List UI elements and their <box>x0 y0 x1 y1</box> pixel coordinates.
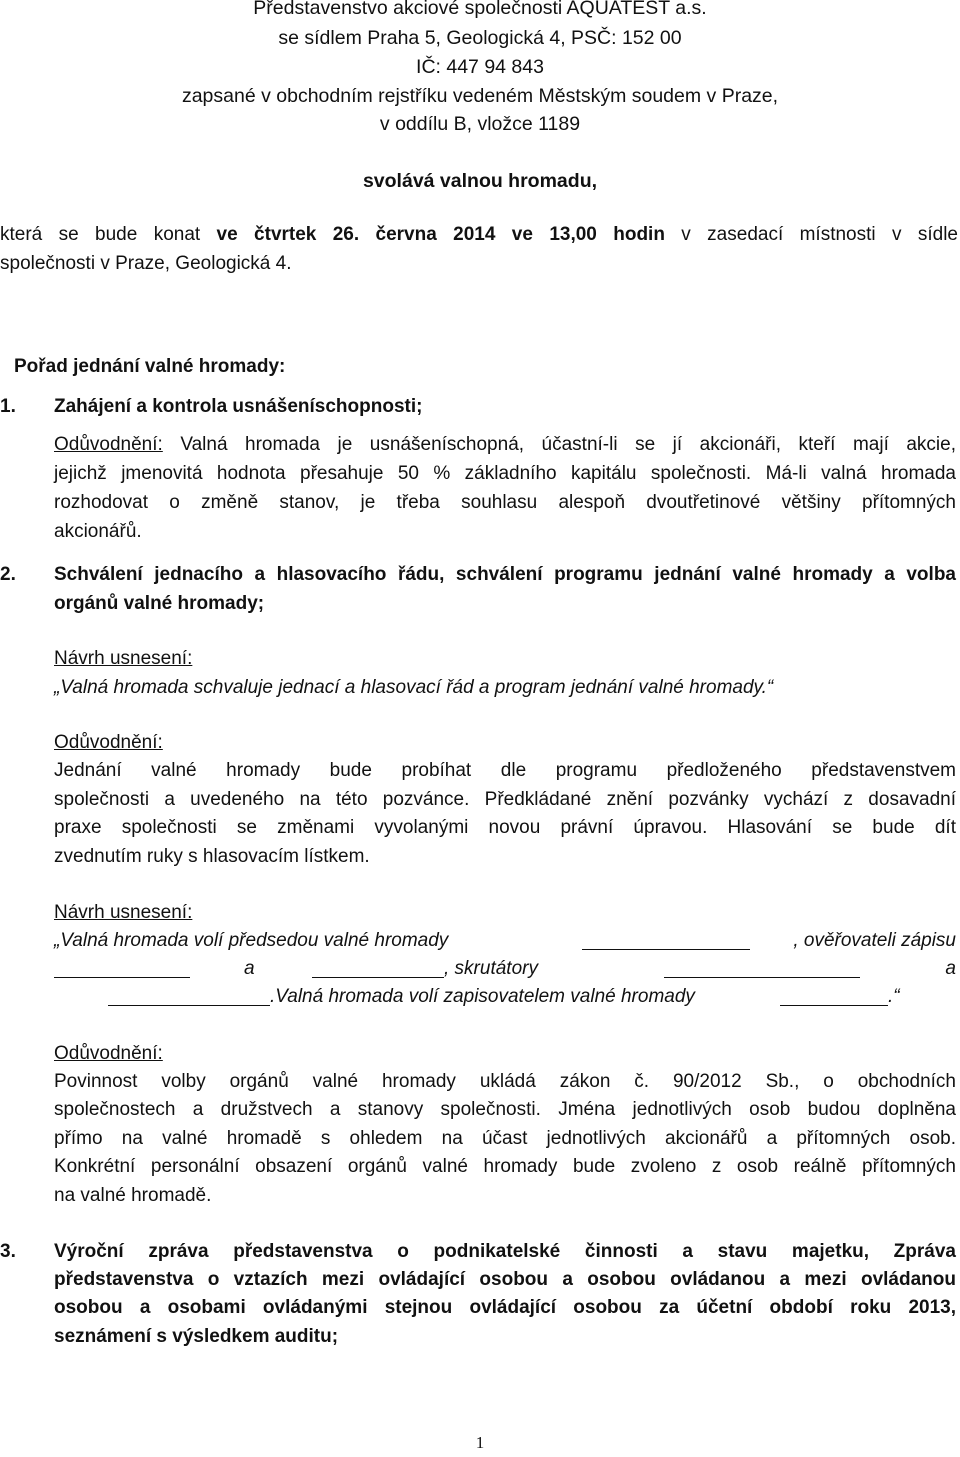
item-2-justification-1-line-4: zvednutím ruky s hlasovacím lístkem. <box>54 846 370 867</box>
agenda-heading: Pořad jednání valné hromady: <box>14 356 286 377</box>
item-1-justification-line-1: Odůvodnění: Valná hromada je usnášeníschopná, účastní-li se jí akcionáři, kteří mají akcie, <box>54 434 956 455</box>
teller-2-blank <box>108 985 270 1006</box>
item-1-justification-label: Odůvodnění: <box>54 434 163 455</box>
meeting-date: ve čtvrtek 26. června 2014 ve 13,00 hodin <box>216 224 665 245</box>
verifier-blank <box>54 957 190 978</box>
item-3-title-line-1: Výroční zpráva představenstva o podnikatelské činnosti a stavu majetku, Zpráva <box>54 1241 956 1262</box>
item-2-title-line-2: orgánů valné hromady; <box>54 593 265 614</box>
company-name: Představenstvo akciové společnosti AQUATEST a.s. <box>253 0 707 19</box>
recorder-blank <box>780 985 888 1006</box>
item-2-justification-1-line-1: Jednání valné hromady bude probíhat dle programu předloženého představenstvem <box>54 760 956 781</box>
item-1-justification-line-4: akcionářů. <box>54 521 142 542</box>
item-1-justification-line-3: rozhodovat o změně stanov, je třeba souhlasu alespoň dvoutřetinové většiny přítomných <box>54 492 956 513</box>
item-1-number: 1. <box>0 396 16 417</box>
item-3-title-line-3: osobou a osobami ovládanými stejnou ovládající osobou za účetní období roku 2013, <box>54 1297 956 1318</box>
item-2-justification-2-line-1: Povinnost volby orgánů valné hromady ukládá zákon č. 90/2012 Sb., o obchodních <box>54 1071 956 1092</box>
item-2-justification-1-line-3: praxe společnosti se změnami vyvolanými novou právní úpravou. Hlasování se bude dít <box>54 817 956 838</box>
chairman-blank <box>582 929 750 950</box>
item-2-justification-2-line-2: společnostech a družstvech a stanovy společnosti. Jména jednotlivých osob budou doplněna <box>54 1099 956 1120</box>
item-1-title: Zahájení a kontrola usnášeníschopnosti; <box>54 396 423 417</box>
item-2-justification-2-label: Odůvodnění: <box>54 1043 163 1064</box>
item-2-justification-1-line-2: společnosti a uvedeného na této pozvánce. Předkládané znění pozvánky vychází z dosavadní <box>54 789 956 810</box>
convening-title: svolává valnou hromadu, <box>362 170 598 192</box>
meeting-intro: která se bude konat <box>0 224 217 245</box>
registry-line: zapsané v obchodním rejstříku vedeném Městským soudem v Praze, <box>181 85 779 107</box>
item-2-justification-2-line-5: na valné hromadě. <box>54 1185 212 1206</box>
item-2-justification-2-line-4: Konkrétní personální obsazení orgánů valné hromady bude zvoleno z osob reálně přítomných <box>54 1156 956 1177</box>
item-2-number: 2. <box>0 564 16 585</box>
item-2-proposal-1-label: Návrh usnesení: <box>54 648 193 669</box>
meeting-place-line: společnosti v Praze, Geologická 4. <box>0 253 292 274</box>
meeting-place-a: v zasedací místnosti v sídle <box>664 224 958 245</box>
item-3-title-line-2: představenstva o vztazích mezi ovládající osobou a osobou ovládanou a mezi ovládanou <box>54 1269 956 1290</box>
item-2-proposal-2-label: Návrh usnesení: <box>54 902 193 923</box>
item-1-justification-line-2: jejichž jmenovitá hodnota přesahuje 50 % základního kapitálu společnosti. Má-li valná hromada <box>54 463 956 484</box>
item-3-title-line-4: seznámení s výsledkem auditu; <box>54 1326 339 1347</box>
item-2-proposal-1-text: „Valná hromada schvaluje jednací a hlasovací řád a program jednání valné hromady.“ <box>54 677 774 698</box>
company-seat: se sídlem Praha 5, Geologická 4, PSČ: 152 00 <box>278 27 682 49</box>
meeting-date-line <box>0 221 958 250</box>
item-3-number: 3. <box>0 1241 16 1262</box>
teller-blank <box>664 957 860 978</box>
verifier-2-blank <box>312 957 444 978</box>
item-2-justification-1-label: Odůvodnění: <box>54 732 163 753</box>
page-number: 1 <box>475 1433 485 1452</box>
registry-insert: v oddílu B, vložce 1189 <box>379 113 581 135</box>
company-ic: IČ: 447 94 843 <box>416 56 544 78</box>
item-2-title-line-1: Schválení jednacího a hlasovacího řádu, schválení programu jednání valné hromady a volba <box>54 564 956 585</box>
item-2-justification-2-line-3: přímo na valné hromadě s ohledem na účast jednotlivých akcionářů a přítomných osob. <box>54 1128 956 1149</box>
